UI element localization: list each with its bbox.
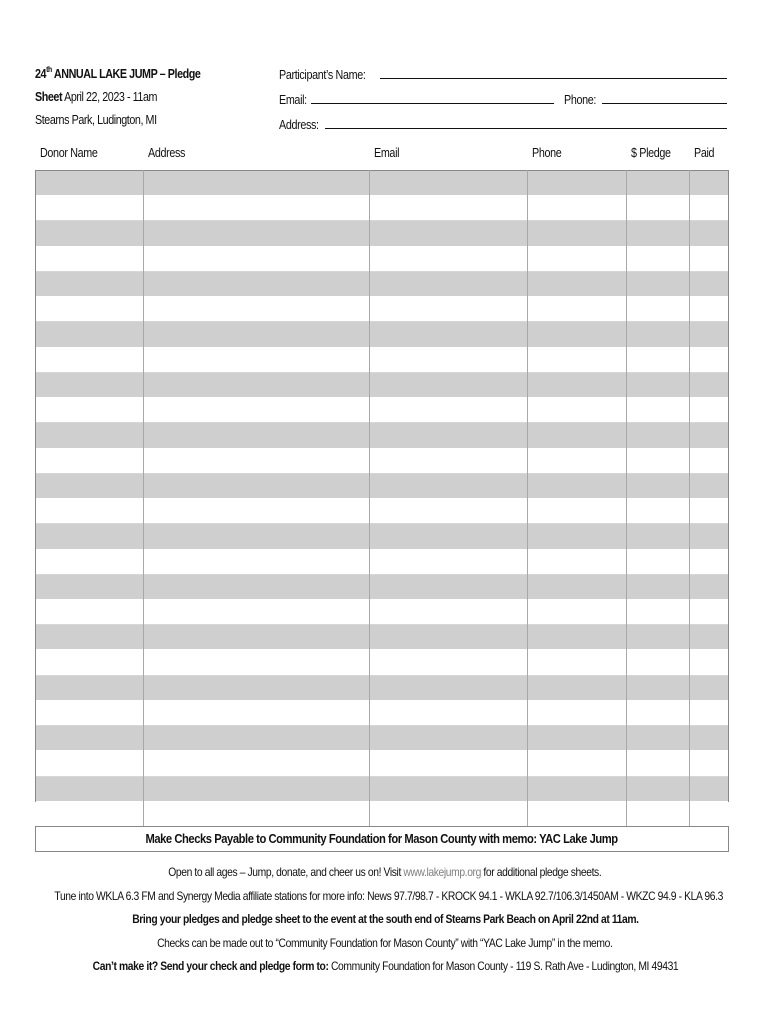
table-row[interactable] <box>36 171 728 196</box>
table-row[interactable] <box>36 348 728 373</box>
table-row[interactable] <box>36 449 728 474</box>
event-title: 24th ANNUAL LAKE JUMP – Pledge <box>35 65 201 81</box>
note-radio: Tune into WKLA 6.3 FM and Synergy Media affiliate stations for more info: News 97.7/98.7 - KROCK 94.1 - WKLA 92.7/106.3/1450AM - WKZC 94.9 - KLA 96.3 <box>54 888 723 903</box>
col-address: Address <box>148 146 186 160</box>
checks-payable-box <box>35 826 729 852</box>
table-row[interactable] <box>36 499 728 524</box>
table-row[interactable] <box>36 701 728 726</box>
column-divider <box>143 170 144 826</box>
table-row[interactable] <box>36 600 728 625</box>
event-location: Stearns Park, Ludington, MI <box>35 113 157 127</box>
table-row[interactable] <box>36 221 728 246</box>
table-row[interactable] <box>36 373 728 398</box>
table-row[interactable] <box>36 625 728 650</box>
participant-fields <box>279 60 727 135</box>
address-line[interactable] <box>325 127 727 129</box>
pledge-table <box>35 170 729 802</box>
event-date: Sheet April 22, 2023 - 11am <box>35 90 158 104</box>
email-phone-row <box>279 85 727 110</box>
table-row[interactable] <box>36 474 728 499</box>
phone-line[interactable] <box>602 102 727 104</box>
col-pledge: $ Pledge <box>631 146 671 160</box>
table-row[interactable] <box>36 423 728 448</box>
table-row[interactable] <box>36 247 728 272</box>
note-open-to-all: Open to all ages – Jump, donate, and cheer us on! Visit www.lakejump.org for additional pledge sheets. <box>168 865 602 879</box>
table-row[interactable] <box>36 676 728 701</box>
table-row[interactable] <box>36 650 728 675</box>
table-row[interactable] <box>36 196 728 221</box>
column-divider <box>369 170 370 826</box>
col-phone: Phone <box>532 146 562 160</box>
col-donor-name: Donor Name <box>40 146 98 160</box>
event-notes <box>0 861 770 979</box>
participant-name-line[interactable] <box>380 77 727 79</box>
table-row[interactable] <box>36 322 728 347</box>
event-header <box>35 58 265 132</box>
address-label: Address: <box>279 118 319 132</box>
table-row[interactable] <box>36 297 728 322</box>
col-email: Email <box>374 146 400 160</box>
table-row[interactable] <box>36 777 728 802</box>
email-label: Email: <box>279 93 307 107</box>
note-bring-pledges: Bring your pledges and pledge sheet to the event at the south end of Stearns Park Beach on April 22nd at 11am. <box>131 912 639 926</box>
note-mail-address: Can’t make it? Send your check and pledge form to: Community Foundation for Mason County - 119 S. Rath Ave - Ludington, MI 49431 <box>92 959 678 973</box>
table-row[interactable] <box>36 524 728 549</box>
table-row[interactable] <box>36 726 728 751</box>
lakejump-link[interactable]: www.lakejump.org <box>403 865 482 879</box>
col-paid: Paid <box>694 146 715 160</box>
column-divider <box>626 170 627 826</box>
column-divider <box>689 170 690 826</box>
table-row[interactable] <box>36 398 728 423</box>
phone-label: Phone: <box>564 93 597 107</box>
email-line[interactable] <box>311 102 554 104</box>
checks-payable-text: Make Checks Payable to Community Foundation for Mason County with memo: YAC Lake Jump <box>145 831 619 846</box>
table-header <box>35 146 727 166</box>
table-row[interactable] <box>36 575 728 600</box>
column-divider <box>527 170 528 826</box>
participant-name-field[interactable] <box>279 60 727 85</box>
table-row[interactable] <box>36 751 728 776</box>
table-row[interactable] <box>36 550 728 575</box>
address-field[interactable] <box>279 110 727 135</box>
table-row[interactable] <box>36 272 728 297</box>
note-checks: Checks can be made out to “Community Foundation for Mason County” with “YAC Lake Jump” in the memo. <box>157 935 613 950</box>
participant-name-label: Participant’s Name: <box>279 68 366 82</box>
